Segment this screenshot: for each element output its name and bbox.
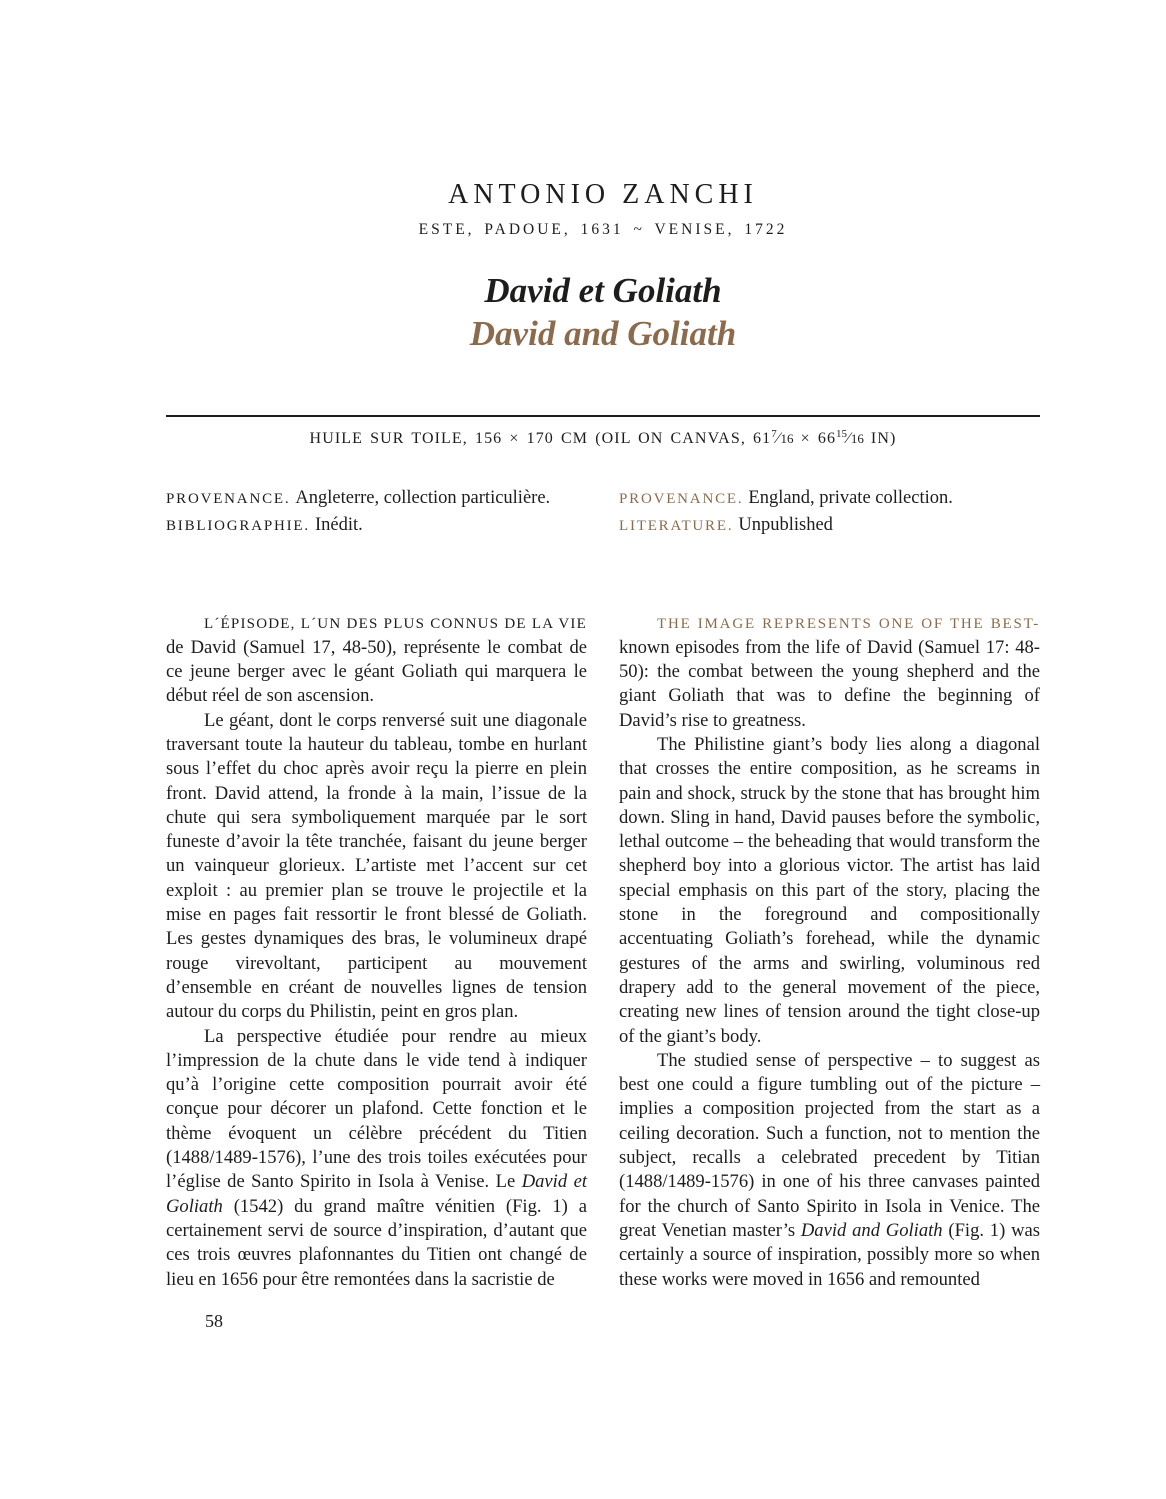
literature-value: Unpublished [738, 514, 833, 535]
provenance-value: Angleterre, collection particulière. [295, 487, 551, 508]
artwork-header [166, 181, 1040, 355]
french-text-column [166, 611, 587, 1292]
literature-entry [619, 512, 1040, 539]
literature-label: LITERATURE. [619, 517, 734, 534]
paragraph [166, 709, 587, 1025]
separator-rule [166, 415, 1040, 417]
artist-name: ANTONIO ZANCHI [448, 179, 758, 210]
text-segment: known episodes from the life of David (Samuel 17: 48-50): the combat between the young shepherd and the giant Goliath that was to define the beginning of David’s rise to greatness. [619, 636, 1040, 731]
text-segment: × 66 [793, 429, 837, 447]
bibliography-entry [166, 512, 587, 539]
paragraph [619, 733, 1040, 1049]
text-segment: David et Goliath [166, 1171, 587, 1217]
provenance-french-column [166, 485, 587, 539]
text-segment: David and Goliath [800, 1219, 943, 1241]
text-segment: L´ÉPISODE, L´UN DES PLUS CONNUS DE LA VIE [204, 615, 587, 632]
bibliography-label: BIBLIOGRAPHIE. [166, 517, 310, 534]
title-english: David and Goliath [469, 313, 737, 353]
text-segment: La perspective étudiée pour rendre au mieux l’impression de la chute dans le vide tend à indiquer qu’à l’origine cette composition pourrait avoir été conçue pour décorer un plafond. Cette fonction et le thème évoquent un célèbre précédent du Titien (1488/1489-1576), l’une des trois toiles exécutées pour l’église de Santo Spirito in Isola à Venise. Le [166, 1025, 587, 1193]
text-segment: HUILE SUR TOILE, 156 × 170 CM (OIL ON CANVAS, 61 [309, 429, 772, 447]
text-segment: (Fig. 1) was certainly a source of inspiration, possibly more so when these works were moved in 1656 and remounted [619, 1219, 1040, 1290]
provenance-value: England, private collection. [748, 487, 953, 508]
text-segment: IN) [863, 429, 897, 447]
text-segment: de David (Samuel 17, 48-50), représente le combat de ce jeune berger avec le géant Goliath qui marquera le début réel de son ascension. [166, 636, 587, 707]
paragraph [619, 611, 1040, 733]
text-segment: 16 [850, 430, 864, 446]
provenance-section [166, 485, 1040, 539]
text-segment: The Philistine giant’s body lies along a diagonal that crosses the entire composition, as he screams in pain and shock, struck by the stone that has brought him down. Sling in hand, David pauses before the symbolic, lethal outcome – the beheading that would transform the shepherd boy into a glorious victor. The artist has laid special emphasis on this part of the story, placing the stone in the foreground and compositionally accentuating Goliath’s forehead, while the dynamic gestures of the arms and swirling, voluminous red drapery add to the general movement of the piece, creating new lines of tension around the tight close-up of the giant’s body. [619, 733, 1040, 1047]
text-segment: 15 [836, 427, 848, 440]
artist-life-dates: ESTE, PADOUE, 1631 ~ VENISE, 1722 [418, 221, 788, 238]
text-segment: The studied sense of perspective – to suggest as best one could a figure tumbling out of the picture – implies a composition projected from the start as a ceiling decoration. Such a function, not to mention the subject, recalls a celebrated precedent by Titian (1488/1489-1576) in one of his three canvases painted for the church of Santo Spirito in Isola in Venice. The great Venetian master’s [619, 1049, 1040, 1241]
provenance-label: PROVENANCE. [166, 490, 291, 507]
text-segment: Le géant, dont le corps renversé suit une diagonale traversant toute la hauteur du tableau, tombe en hurlant sous l’effet du choc après avoir reçu la pierre en plein front. David attend, la fronde à la main, l’issue de la chute qui sera symboliquement marquée par le sort funeste d’avoir la tête tranchée, faisant du jeune berger un vainqueur glorieux. L’artiste met l’accent sur cet exploit : au premier plan se trouve le projectile et la mise en pages fait ressortir le front blessé de Goliath. Les gestes dynamiques des bras, le volumineux drapé rouge virevoltant, participent au mouvement d’ensemble en créant de nouvelles lignes de tension autour du corps du Philistin, peint en gros plan. [166, 709, 587, 1023]
provenance-label: PROVENANCE. [619, 490, 744, 507]
provenance-english-column [619, 485, 1040, 539]
provenance-entry [166, 485, 587, 512]
english-text-column [619, 611, 1040, 1292]
page-number: 58 [205, 1311, 223, 1331]
text-segment: ⁄ [847, 429, 851, 447]
text-segment: 16 [780, 430, 794, 446]
paragraph [166, 611, 587, 709]
content-block [166, 0, 1040, 1292]
article-body [166, 611, 1040, 1292]
text-segment: THE IMAGE REPRESENTS ONE OF THE BEST- [657, 615, 1040, 632]
text-segment: (1542) du grand maître vénitien (Fig. 1) a certainement servi de source d’inspiration, d’autant que ces trois œuvres plafonnantes du Titien ont changé de lieu en 1656 pour être remontées dans la sacristie de [166, 1195, 587, 1290]
medium-dimensions-line [166, 424, 1040, 449]
provenance-entry [619, 485, 1040, 512]
title-french: David et Goliath [484, 270, 722, 310]
text-segment: 7 [771, 427, 777, 440]
paragraph [619, 1049, 1040, 1292]
bibliography-value: Inédit. [314, 514, 363, 535]
text-segment: ⁄ [776, 429, 781, 447]
paragraph [166, 1025, 587, 1292]
